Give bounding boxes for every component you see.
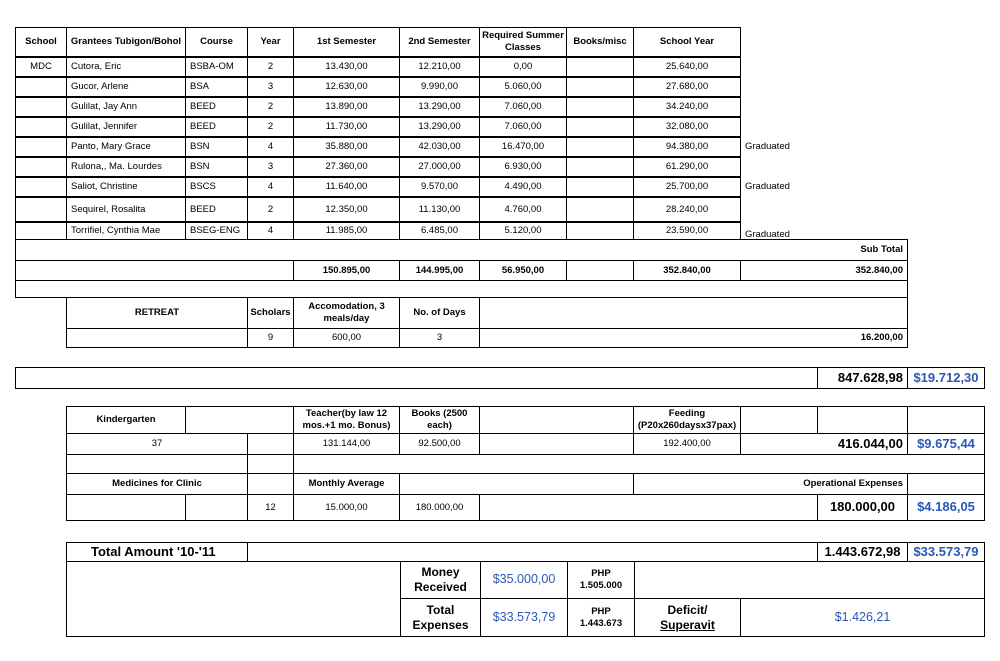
- row-sem2-cell: 13.290,00: [399, 117, 480, 137]
- row-year-cell: 4: [247, 177, 294, 197]
- med-blank-1: [247, 473, 294, 495]
- med-blank-6: [479, 494, 818, 521]
- summary-blank-right: [634, 561, 985, 599]
- totals-blank: [15, 260, 294, 281]
- kg-books: 92.500,00: [399, 433, 480, 455]
- row-school-cell: [15, 137, 67, 157]
- kg-total-usd: $9.675,44: [907, 433, 985, 455]
- total-expenses-php: 1.443.673: [579, 617, 623, 629]
- row-sy-cell: 23.590,00: [633, 222, 741, 240]
- kg-blank-7: [479, 433, 634, 455]
- row-sem2-cell: 42.030,00: [399, 137, 480, 157]
- scholarship-total-row: [15, 367, 818, 389]
- deficit-value: $1.426,21: [740, 598, 985, 637]
- row-sem2-cell: 13.290,00: [399, 97, 480, 117]
- row-sem2-cell: 27.000,00: [399, 157, 480, 177]
- row-sem2-cell: 9.990,00: [399, 77, 480, 97]
- kg-spacer-2: [247, 454, 294, 474]
- header-sem2: 2nd Semester: [399, 27, 480, 57]
- subtotal-label: Sub Total: [741, 239, 908, 261]
- retreat-total: 16.200,00: [479, 328, 908, 348]
- header-grantees: Grantees Tubigon/Bohol: [66, 27, 186, 57]
- row-year-cell: 3: [247, 77, 294, 97]
- money-received-php-label: PHP: [591, 568, 611, 580]
- row-year-cell: 4: [247, 137, 294, 157]
- row-name-cell: Rulona,, Ma. Lourdes: [66, 157, 186, 177]
- kindergarten-label: Kindergarten: [66, 406, 186, 434]
- med-monthly: 15.000,00: [293, 494, 400, 521]
- med-blank-2: [399, 473, 634, 495]
- row-sem1-cell: 27.360,00: [293, 157, 400, 177]
- row-sy-cell: 94.380,00: [633, 137, 741, 157]
- row-year-cell: 2: [247, 57, 294, 77]
- superavit-label: Superavit: [660, 617, 715, 632]
- retreat-scholars-label: Scholars: [247, 297, 294, 329]
- row-note: Graduated: [745, 181, 790, 192]
- row-summer-cell: 0,00: [479, 57, 567, 77]
- total-school-year: 352.840,00: [633, 260, 741, 281]
- row-course-cell: BEED: [185, 197, 248, 222]
- row-sem1-cell: 11.985,00: [293, 222, 400, 240]
- scholarship-total-usd: $19.712,30: [907, 367, 985, 389]
- kg-spacer-1: [66, 454, 248, 474]
- kg-feeding-label: Feeding (P20x260daysx37pax): [633, 406, 741, 434]
- row-sy-cell: 25.640,00: [633, 57, 741, 77]
- kg-teacher-label: Teacher(by law 12 mos.+1 mo. Bonus): [293, 406, 400, 434]
- deficit-label-cell: [634, 598, 741, 637]
- retreat-accom: 600,00: [293, 328, 400, 348]
- total-summer: 56.950,00: [479, 260, 567, 281]
- med-operational-label: Operational Expenses: [633, 473, 908, 495]
- total-amount-blank: [247, 542, 818, 562]
- row-books-cell: [566, 57, 634, 77]
- header-school: School: [15, 27, 67, 57]
- kg-feeding: 192.400,00: [633, 433, 741, 455]
- row-summer-cell: 16.470,00: [479, 137, 567, 157]
- row-course-cell: BSBA-OM: [185, 57, 248, 77]
- kg-spacer-3: [293, 454, 985, 474]
- money-received-label: Money Received: [400, 561, 481, 599]
- row-course-cell: BEED: [185, 97, 248, 117]
- retreat-days-label: No. of Days: [399, 297, 480, 329]
- row-books-cell: [566, 77, 634, 97]
- summary-blank-left: [66, 561, 401, 637]
- row-school-cell: MDC: [15, 57, 67, 77]
- header-course: Course: [185, 27, 248, 57]
- row-sy-cell: 32.080,00: [633, 117, 741, 137]
- row-name-cell: Sequirel, Rosalita: [66, 197, 186, 222]
- row-books-cell: [566, 117, 634, 137]
- row-sy-cell: 27.680,00: [633, 77, 741, 97]
- total-books: [566, 260, 634, 281]
- retreat-accom-label: Accomodation, 3 meals/day: [293, 297, 400, 329]
- row-sem1-cell: 13.430,00: [293, 57, 400, 77]
- money-received-php-cell: [567, 561, 635, 599]
- row-note: Graduated: [745, 141, 790, 152]
- row-books-cell: [566, 177, 634, 197]
- header-books: Books/misc: [566, 27, 634, 57]
- retreat-label: RETREAT: [66, 297, 248, 329]
- row-course-cell: BSEG-ENG: [185, 222, 248, 240]
- row-year-cell: 3: [247, 157, 294, 177]
- total-amount-label: Total Amount '10-'11: [66, 542, 248, 562]
- med-months: 12: [247, 494, 294, 521]
- row-books-cell: [566, 222, 634, 240]
- scholarship-total-php: 847.628,98: [817, 367, 908, 389]
- row-name-cell: Gulilat, Jay Ann: [66, 97, 186, 117]
- row-school-cell: [15, 157, 67, 177]
- retreat-scholars: 9: [247, 328, 294, 348]
- row-name-cell: Gulilat, Jennifer: [66, 117, 186, 137]
- row-books-cell: [566, 137, 634, 157]
- kg-blank-4: [817, 406, 908, 434]
- med-blank-3: [907, 473, 985, 495]
- row-summer-cell: 4.490,00: [479, 177, 567, 197]
- kg-count: 37: [66, 433, 248, 455]
- row-school-cell: [15, 197, 67, 222]
- money-received-usd: $35.000,00: [480, 561, 568, 599]
- row-sem1-cell: 12.630,00: [293, 77, 400, 97]
- row-sy-cell: 34.240,00: [633, 97, 741, 117]
- total-sem1: 150.895,00: [293, 260, 400, 281]
- row-note: Graduated: [745, 229, 790, 240]
- retreat-header-blank: [479, 297, 908, 329]
- row-summer-cell: 5.060,00: [479, 77, 567, 97]
- header-school-year: School Year: [633, 27, 741, 57]
- med-blank-4: [66, 494, 186, 521]
- row-sem1-cell: 13.890,00: [293, 97, 400, 117]
- row-course-cell: BSN: [185, 157, 248, 177]
- retreat-row-blank: [66, 328, 248, 348]
- kg-blank-1: [185, 406, 294, 434]
- row-sy-cell: 61.290,00: [633, 157, 741, 177]
- row-school-cell: [15, 222, 67, 240]
- row-name-cell: Gucor, Arlene: [66, 77, 186, 97]
- row-sem2-cell: 6.485,00: [399, 222, 480, 240]
- header-sem1: 1st Semester: [293, 27, 400, 57]
- retreat-days: 3: [399, 328, 480, 348]
- total-expenses-usd: $33.573,79: [480, 598, 568, 637]
- row-sy-cell: 28.240,00: [633, 197, 741, 222]
- total-expenses-php-label: PHP: [591, 605, 611, 617]
- row-school-cell: [15, 97, 67, 117]
- row-books-cell: [566, 157, 634, 177]
- row-course-cell: BEED: [185, 117, 248, 137]
- total-amount-usd: $33.573,79: [907, 542, 985, 562]
- row-name-cell: Saliot, Christine: [66, 177, 186, 197]
- row-sem1-cell: 35.880,00: [293, 137, 400, 157]
- kg-blank-6: [247, 433, 294, 455]
- row-summer-cell: 7.060,00: [479, 117, 567, 137]
- row-summer-cell: 7.060,00: [479, 97, 567, 117]
- row-year-cell: 2: [247, 117, 294, 137]
- med-blank-5: [185, 494, 248, 521]
- row-sem2-cell: 11.130,00: [399, 197, 480, 222]
- row-school-cell: [15, 77, 67, 97]
- row-year-cell: 4: [247, 222, 294, 240]
- row-sem1-cell: 11.640,00: [293, 177, 400, 197]
- row-school-cell: [15, 177, 67, 197]
- sub-total-value: 352.840,00: [740, 260, 908, 281]
- spacer-row: [15, 280, 908, 298]
- row-name-cell: Cutora, Eric: [66, 57, 186, 77]
- kg-teacher: 131.144,00: [293, 433, 400, 455]
- deficit-label: Deficit/: [667, 602, 708, 617]
- total-sem2: 144.995,00: [399, 260, 480, 281]
- header-year: Year: [247, 27, 294, 57]
- kg-books-label: Books (2500 each): [399, 406, 480, 434]
- total-expenses-php-cell: [567, 598, 635, 637]
- row-course-cell: BSA: [185, 77, 248, 97]
- medicines-label: Medicines for Clinic: [66, 473, 248, 495]
- row-name-cell: Torrifiel, Cynthia Mae: [66, 222, 186, 240]
- row-sy-cell: 25.700,00: [633, 177, 741, 197]
- row-year-cell: 2: [247, 97, 294, 117]
- row-school-cell: [15, 117, 67, 137]
- row-summer-cell: 5.120,00: [479, 222, 567, 240]
- row-books-cell: [566, 197, 634, 222]
- total-expenses-label: Total Expenses: [400, 598, 481, 637]
- total-amount-php: 1.443.672,98: [817, 542, 908, 562]
- row-summer-cell: 6.930,00: [479, 157, 567, 177]
- row-name-cell: Panto, Mary Grace: [66, 137, 186, 157]
- row-sem2-cell: 9.570,00: [399, 177, 480, 197]
- med-total-php: 180.000,00: [817, 494, 908, 521]
- row-summer-cell: 4.760,00: [479, 197, 567, 222]
- header-summer: Required Summer Classes: [479, 27, 567, 57]
- med-total-usd: $4.186,05: [907, 494, 985, 521]
- row-sem2-cell: 12.210,00: [399, 57, 480, 77]
- money-received-php: 1.505.000: [579, 580, 623, 591]
- kg-total-php: 416.044,00: [740, 433, 908, 455]
- kg-blank-3: [740, 406, 818, 434]
- row-course-cell: BSN: [185, 137, 248, 157]
- row-books-cell: [566, 97, 634, 117]
- row-course-cell: BSCS: [185, 177, 248, 197]
- kg-blank-5: [907, 406, 985, 434]
- med-monthly-label: Monthly Average: [293, 473, 400, 495]
- row-year-cell: 2: [247, 197, 294, 222]
- row-sem1-cell: 11.730,00: [293, 117, 400, 137]
- row-sem1-cell: 12.350,00: [293, 197, 400, 222]
- kg-blank-2: [479, 406, 634, 434]
- med-annual: 180.000,00: [399, 494, 480, 521]
